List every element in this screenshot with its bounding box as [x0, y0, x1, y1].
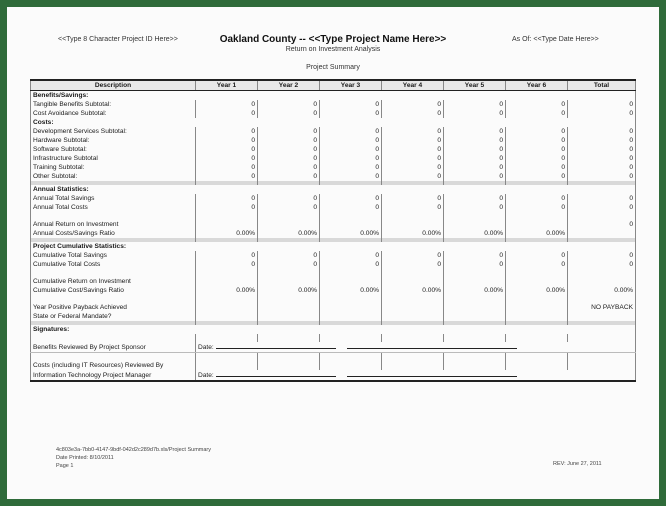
row-label: Year Positive Payback Achieved — [31, 303, 196, 312]
row-label: Hardware Subtotal: — [31, 136, 196, 145]
footer-file-path: 4c803e3a-7bb0-4147-9bdf-042d2c289d7b.xls/Project Summary — [56, 447, 212, 453]
cell: 0 — [382, 145, 444, 154]
cell: 0 — [568, 145, 636, 154]
cell: 0.00% — [568, 286, 636, 295]
signature-line — [347, 342, 517, 349]
col-description: Description — [31, 80, 196, 91]
table-row — [31, 203, 636, 212]
cell: 0 — [320, 109, 382, 118]
cell: 0 — [506, 251, 568, 260]
footer-page: Page 1 — [56, 463, 74, 469]
date-label: Date: — [198, 372, 214, 379]
table-row — [31, 277, 636, 286]
cell: 0 — [444, 109, 506, 118]
cell: 0 — [258, 194, 320, 203]
cell: 0 — [196, 154, 258, 163]
annual-heading-row — [31, 185, 636, 194]
cell: 0 — [258, 260, 320, 269]
cell: 0 — [506, 100, 568, 109]
table-row — [31, 109, 636, 118]
blank-row — [31, 353, 636, 362]
col-year3: Year 3 — [320, 80, 382, 91]
cell: 0 — [382, 100, 444, 109]
cell: 0 — [320, 251, 382, 260]
cell: 0 — [568, 220, 636, 229]
cell: 0 — [444, 163, 506, 172]
cell: 0 — [506, 260, 568, 269]
cell: 0.00% — [196, 286, 258, 295]
cell: 0 — [568, 172, 636, 181]
blank-row — [31, 295, 636, 303]
cell: 0 — [258, 251, 320, 260]
row-label: Tangible Benefits Subtotal: — [31, 100, 196, 109]
cell: 0 — [320, 260, 382, 269]
footer-revision: REV: June 27, 2011 — [553, 461, 602, 467]
cell: 0 — [258, 100, 320, 109]
costs-heading-row — [31, 118, 636, 127]
annual-stats-heading: Annual Statistics: — [31, 185, 636, 194]
row-label: Cumulative Total Costs — [31, 260, 196, 269]
signatures-heading-row — [31, 325, 636, 334]
row-label: Cumulative Return on Investment — [31, 277, 196, 286]
cell: 0 — [444, 172, 506, 181]
as-of-date: As Of: <<Type Date Here>> — [512, 36, 599, 43]
cell: 0 — [444, 194, 506, 203]
cell: 0.00% — [506, 286, 568, 295]
row-label: Development Services Subtotal: — [31, 127, 196, 136]
cell: 0 — [320, 136, 382, 145]
section-title: Project Summary — [306, 64, 360, 71]
row-label: Annual Costs/Savings Ratio — [31, 229, 196, 238]
row-label: Annual Return on Investment — [31, 220, 196, 229]
cell: 0 — [506, 203, 568, 212]
cell: 0 — [196, 163, 258, 172]
cell: 0 — [258, 163, 320, 172]
cell: 0 — [196, 251, 258, 260]
date-label: Date: — [198, 344, 214, 351]
cell: 0 — [568, 109, 636, 118]
cell: 0 — [506, 163, 568, 172]
it-signature-label-1: Costs (including IT Resources) Reviewed By — [31, 361, 196, 370]
cell: 0 — [320, 163, 382, 172]
header-row — [31, 80, 636, 91]
table-row — [31, 127, 636, 136]
it-signature-label-2: Information Technology Project Manager — [31, 370, 196, 381]
cell: 0 — [568, 260, 636, 269]
cell: 0 — [258, 203, 320, 212]
cell: 0 — [444, 154, 506, 163]
cumulative-heading-row — [31, 242, 636, 251]
cell: 0 — [444, 251, 506, 260]
table-row — [31, 220, 636, 229]
cell: 0 — [320, 172, 382, 181]
roi-summary-table — [30, 79, 636, 382]
cell: 0 — [320, 145, 382, 154]
signatures-heading: Signatures: — [31, 325, 636, 334]
row-label: Other Subtotal: — [31, 172, 196, 181]
cell: 0 — [506, 145, 568, 154]
cell: 0 — [382, 163, 444, 172]
cell: 0 — [320, 127, 382, 136]
cell: 0 — [320, 194, 382, 203]
it-date-field[interactable] — [196, 370, 636, 381]
signature-row — [31, 342, 636, 353]
table-row — [31, 229, 636, 238]
table-row — [31, 260, 636, 269]
blank-row — [31, 269, 636, 277]
cell: 0 — [506, 172, 568, 181]
table-row — [31, 286, 636, 295]
cell: 0 — [568, 136, 636, 145]
cell: 0 — [196, 127, 258, 136]
cell: 0 — [196, 109, 258, 118]
cell: 0.00% — [258, 229, 320, 238]
col-year4: Year 4 — [382, 80, 444, 91]
benefits-heading-row — [31, 91, 636, 101]
table-row — [31, 172, 636, 181]
signature-row — [31, 361, 636, 370]
cell: 0.00% — [382, 229, 444, 238]
cell: 0 — [258, 109, 320, 118]
col-year1: Year 1 — [196, 80, 258, 91]
cell: 0 — [196, 145, 258, 154]
cell: 0 — [568, 127, 636, 136]
cell: 0 — [444, 203, 506, 212]
cell: 0.00% — [444, 229, 506, 238]
table-row — [31, 145, 636, 154]
table-row — [31, 312, 636, 321]
cell: 0 — [196, 194, 258, 203]
cell: 0 — [382, 154, 444, 163]
cell: 0 — [506, 136, 568, 145]
cell: 0 — [568, 194, 636, 203]
payback-value: NO PAYBACK — [568, 303, 636, 312]
cell: 0 — [196, 260, 258, 269]
row-label: Annual Total Savings — [31, 194, 196, 203]
cell: 0 — [258, 145, 320, 154]
cell: 0 — [506, 154, 568, 163]
cell: 0 — [258, 154, 320, 163]
blank-row — [31, 334, 636, 342]
cell: 0 — [568, 251, 636, 260]
cell: 0 — [568, 100, 636, 109]
row-label: Cost Avoidance Subtotal: — [31, 109, 196, 118]
cell: 0.00% — [320, 286, 382, 295]
cumulative-stats-heading: Project Cumulative Statistics: — [31, 242, 636, 251]
cell: 0 — [444, 260, 506, 269]
row-label: Cumulative Cost/Savings Ratio — [31, 286, 196, 295]
cell: 0 — [506, 127, 568, 136]
cell: 0 — [320, 203, 382, 212]
cell: 0 — [382, 194, 444, 203]
cell: 0 — [196, 100, 258, 109]
cell: 0 — [444, 136, 506, 145]
col-year2: Year 2 — [258, 80, 320, 91]
table-row — [31, 194, 636, 203]
cell: 0 — [382, 172, 444, 181]
cell: 0 — [444, 127, 506, 136]
row-label: Cumulative Total Savings — [31, 251, 196, 260]
cell: 0.00% — [506, 229, 568, 238]
cell: 0 — [382, 203, 444, 212]
cell: 0 — [382, 136, 444, 145]
col-year6: Year 6 — [506, 80, 568, 91]
signature-line — [216, 370, 336, 377]
cell: 0 — [320, 100, 382, 109]
cell: 0 — [382, 109, 444, 118]
cell: 0.00% — [258, 286, 320, 295]
cell: 0 — [258, 136, 320, 145]
cell: 0 — [506, 109, 568, 118]
project-id-placeholder: <<Type 8 Character Project ID Here>> — [58, 36, 178, 43]
cell: 0 — [444, 100, 506, 109]
document-title: Oakland County -- <<Type Project Name Here>> — [219, 34, 447, 45]
cell: 0 — [258, 172, 320, 181]
cell: 0 — [568, 163, 636, 172]
cell: 0 — [320, 154, 382, 163]
signature-row — [31, 370, 636, 381]
cell: 0 — [382, 260, 444, 269]
row-label: State or Federal Mandate? — [31, 312, 196, 321]
cell: 0 — [196, 136, 258, 145]
cell: 0.00% — [320, 229, 382, 238]
cell: 0 — [506, 194, 568, 203]
cell: 0 — [382, 127, 444, 136]
col-total: Total — [568, 80, 636, 91]
table-row — [31, 251, 636, 260]
signature-line — [347, 370, 517, 377]
signature-line — [216, 342, 336, 349]
table-row — [31, 136, 636, 145]
table-row — [31, 100, 636, 109]
cell: 0 — [568, 203, 636, 212]
footer-print-date: Date Printed: 8/10/2011 — [56, 455, 114, 461]
table-row — [31, 154, 636, 163]
cell: 0 — [568, 154, 636, 163]
cell: 0.00% — [382, 286, 444, 295]
table-row — [31, 303, 636, 312]
cell: 0 — [196, 172, 258, 181]
row-label: Annual Total Costs — [31, 203, 196, 212]
row-label: Infrastructure Subtotal — [31, 154, 196, 163]
row-label: Training Subtotal: — [31, 163, 196, 172]
cell: 0 — [382, 251, 444, 260]
col-year5: Year 5 — [444, 80, 506, 91]
cell: 0 — [196, 203, 258, 212]
row-label: Software Subtotal: — [31, 145, 196, 154]
table-row — [31, 163, 636, 172]
sponsor-signature-label: Benefits Reviewed By Project Sponsor — [31, 342, 196, 353]
cell: 0.00% — [196, 229, 258, 238]
document-subtitle: Return on Investment Analysis — [285, 46, 381, 53]
blank-row — [31, 212, 636, 220]
benefits-heading: Benefits/Savings: — [31, 91, 636, 101]
cell: 0 — [444, 145, 506, 154]
cell: 0.00% — [444, 286, 506, 295]
costs-heading: Costs: — [31, 118, 636, 127]
sponsor-date-field[interactable] — [196, 342, 636, 353]
cell: 0 — [258, 127, 320, 136]
